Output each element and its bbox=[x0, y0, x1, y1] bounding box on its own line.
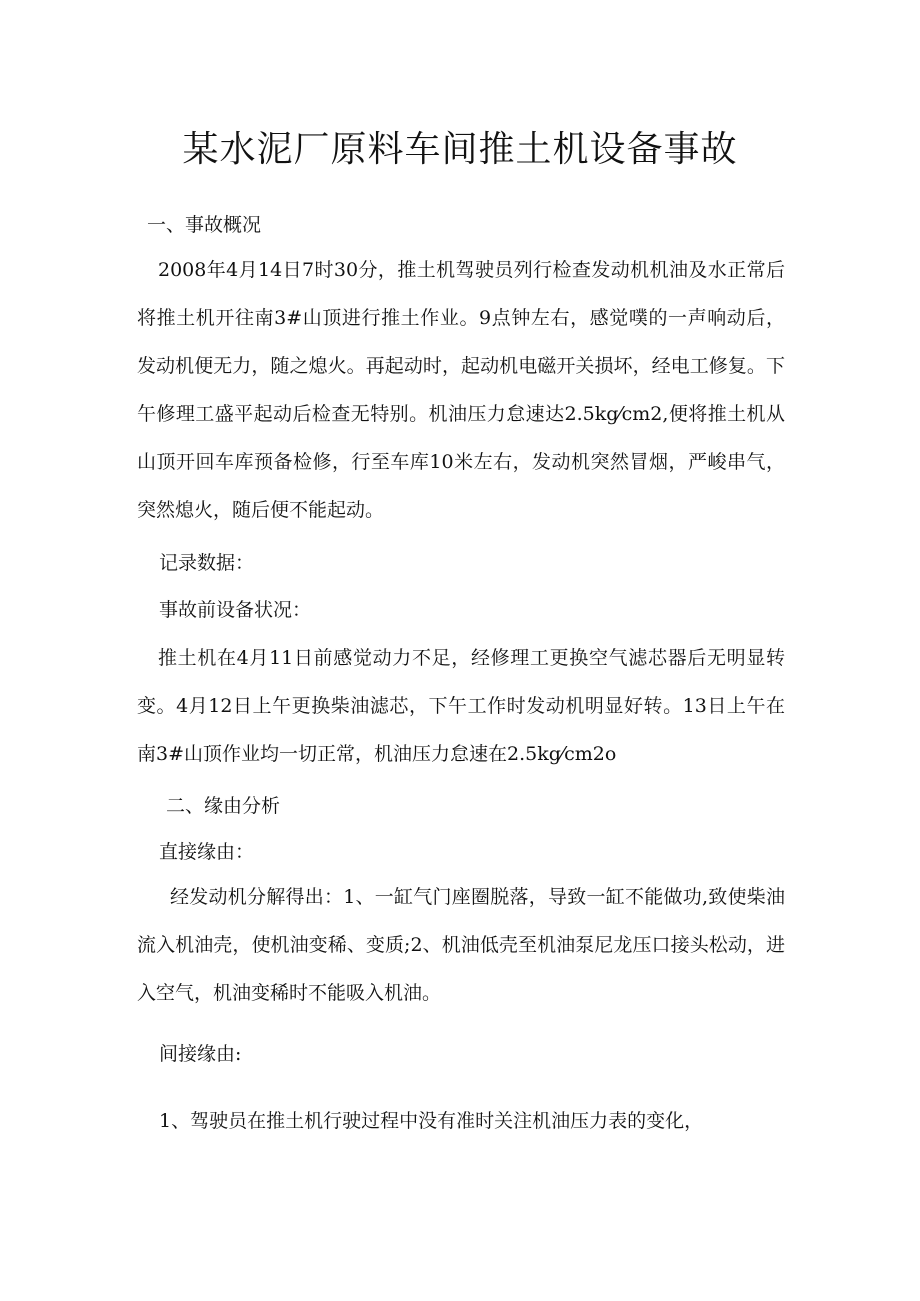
paragraph-direct-cause: 经发动机分解得出：1、一缸气门座圈脱落，导致一缸不能做功,致使柴油流入机油壳，使机油变稀、变质;2、机油低壳至机油泵尼龙压口接头松动，进入空气，机油变稀时不能吸入机油。 bbox=[137, 886, 785, 1004]
section-heading-cause-analysis: 二、缘由分析 bbox=[166, 795, 281, 817]
indirect-cause-item-1: 1、驾驶员在推土机行驶过程中没有准时关注机油压力表的变化， bbox=[159, 1110, 704, 1132]
indirect-cause-label: 间接缘由: bbox=[159, 1043, 242, 1065]
direct-cause-label: 直接缘由： bbox=[159, 841, 255, 863]
document-title: 某水泥厂原料车间推土机设备事故 bbox=[182, 129, 738, 170]
section-heading-overview: 一、事故概况 bbox=[147, 214, 262, 236]
paragraph-accident-overview: 2008年4月14日7时30分，推土机驾驶员列行检查发动机机油及水正常后将推土机开往南3#山顶进行推土作业。9点钟左右，感觉噗的一声响动后，发动机便无力，随之熄火。再起动时，起动机电磁开关损坏，经电工修复。下午修理工盛平起动后检查无特别。机油压力怠速达2.5kg⁄cm2,便将推土机从山顶开回车库预备检修，行至车库10米左右，发动机突然冒烟，严峻串气，突然熄火，随后便不能起动。 bbox=[137, 259, 785, 521]
paragraph-pre-accident-status: 推土机在4月11日前感觉动力不足，经修理工更换空气滤芯器后无明显转变。4月12日上午更换柴油滤芯，下午工作时发动机明显好转。13日上午在南3#山顶作业均一切正常，机油压力怠速在2.5kg⁄cm2o bbox=[137, 647, 785, 765]
pre-accident-status-label: 事故前设备状况： bbox=[159, 599, 312, 621]
record-data-label: 记录数据： bbox=[159, 552, 255, 574]
